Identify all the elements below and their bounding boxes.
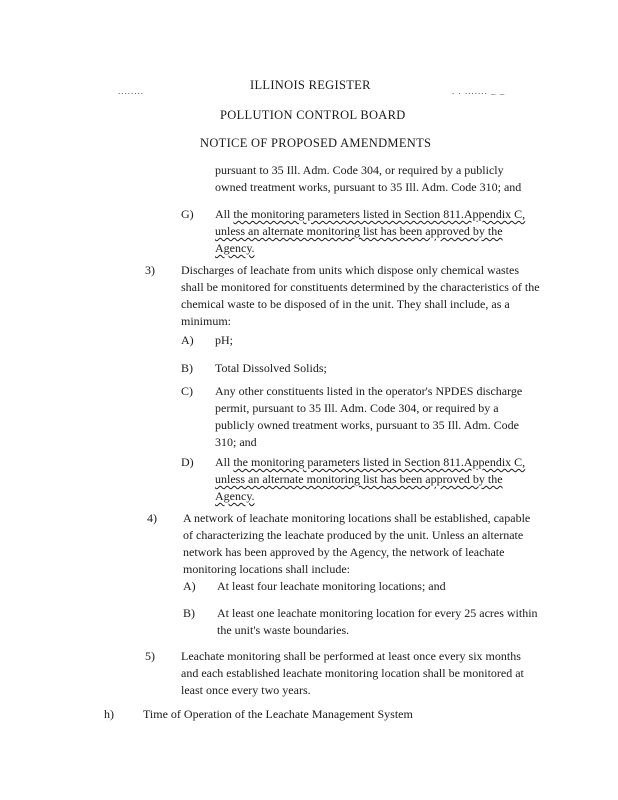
- item-5-text: Leachate monitoring shall be performed at least once every six months and each established leachate monitoring location shall be monitored at least once every two years.: [181, 649, 524, 697]
- item-3a-text: pH;: [215, 333, 233, 347]
- item-g-text: [215, 206, 535, 257]
- notice-title: NOTICE OF PROPOSED AMENDMENTS: [200, 136, 432, 150]
- register-title: ILLINOIS REGISTER: [250, 78, 371, 92]
- item-3d-inserted-text: the monitoring parameters listed in Section 811.Appendix C, unless an alternate monitoring list has been approved by the Agency.: [215, 455, 526, 503]
- item-h-text: Time of Operation of the Leachate Management System: [143, 707, 413, 721]
- continuation-paragraph: pursuant to 35 Ill. Adm. Code 304, or required by a publicly owned treatment works, pursuant to 35 Ill. Adm. Code 310; and: [215, 163, 522, 194]
- item-3-label: 3): [145, 263, 155, 277]
- item-g-label: G): [181, 207, 194, 221]
- item-5-label: 5): [145, 649, 155, 663]
- item-4b-text: At least one leachate monitoring location for every 25 acres within the unit's waste boundaries.: [217, 606, 538, 637]
- header-right-marks: . . ....... _ _: [452, 86, 506, 96]
- item-4a-label: A): [183, 579, 196, 593]
- item-4b-label: B): [183, 606, 195, 620]
- item-3-text: Discharges of leachate from units which dispose only chemical wastes shall be monitored for constituents determined by the characteristics of the chemical waste to be disposed of in the unit. They shall include, as a minimum:: [181, 263, 540, 328]
- item-3d-text: [215, 454, 535, 505]
- header-left-marks: ........: [118, 86, 144, 96]
- item-3c-text: Any other constituents listed in the operator's NPDES discharge permit, pursuant to 35 Ill. Adm. Code 304, or required by a publicly owned treatment works, pursuant to 35 Ill. Adm. Code 310; and: [215, 384, 523, 449]
- item-3d-label: D): [181, 455, 194, 469]
- item-4-text: A network of leachate monitoring locations shall be established, capable of characterizing the leachate produced by the unit. Unless an alternate network has been approved by the Agency, the network of leachate monitoring locations shall include:: [183, 511, 531, 576]
- board-name: POLLUTION CONTROL BOARD: [220, 108, 406, 122]
- item-3a-label: A): [181, 333, 194, 347]
- item-g-prefix: All: [215, 207, 234, 221]
- item-4-label: 4): [147, 511, 157, 525]
- item-3b-text: Total Dissolved Solids;: [215, 361, 327, 375]
- item-3d-prefix: All: [215, 455, 234, 469]
- item-h-label: h): [104, 707, 114, 721]
- item-4a-text: At least four leachate monitoring locations; and: [217, 579, 446, 593]
- item-g-inserted-text: the monitoring parameters listed in Section 811.Appendix C, unless an alternate monitoring list has been approved by the Agency.: [215, 207, 526, 255]
- item-3c-label: C): [181, 384, 193, 398]
- item-3b-label: B): [181, 361, 193, 375]
